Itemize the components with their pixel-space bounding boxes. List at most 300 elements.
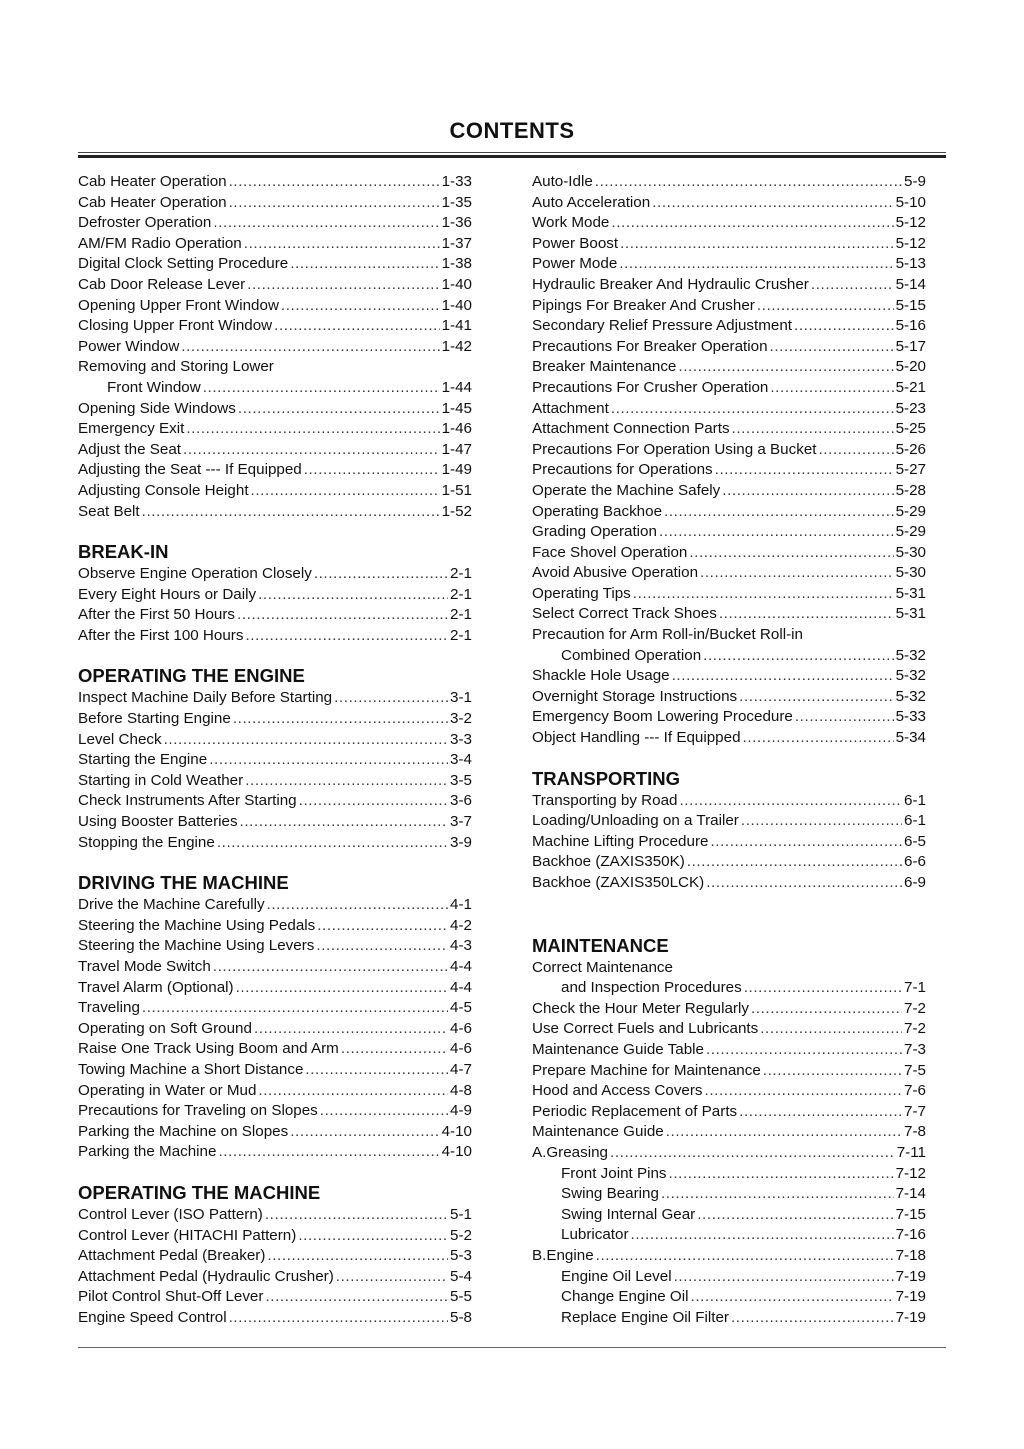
toc-entry[interactable] xyxy=(532,1267,926,1288)
toc-entry-label: Starting the Engine xyxy=(78,751,208,769)
toc-entry[interactable] xyxy=(78,1019,472,1040)
dot-leader xyxy=(664,502,894,523)
toc-entry[interactable] xyxy=(78,791,472,812)
toc-entry-label: Power Mode xyxy=(532,255,618,273)
toc-entry-page-number: 7-19 xyxy=(895,1308,926,1326)
dot-leader xyxy=(247,275,439,296)
toc-entry-label: Combined Operation xyxy=(561,646,702,664)
toc-entry-label: Control Lever (HITACHI Pattern) xyxy=(78,1226,297,1244)
toc-entry[interactable] xyxy=(78,440,472,461)
toc-entry-label: Defroster Operation xyxy=(78,214,212,232)
toc-entry-page-number: 5-23 xyxy=(895,399,926,417)
toc-entry-page-number: 5-12 xyxy=(895,214,926,232)
dot-leader xyxy=(719,604,894,625)
toc-entry[interactable] xyxy=(532,357,926,378)
toc-entry-page-number: 1-37 xyxy=(441,234,472,252)
dot-leader xyxy=(739,687,893,708)
toc-entry-page-number: 5-30 xyxy=(895,564,926,582)
dot-leader xyxy=(760,1019,902,1040)
toc-entry[interactable] xyxy=(78,481,472,502)
toc-entry-label: Attachment Connection Parts xyxy=(532,420,730,438)
dot-leader xyxy=(236,978,448,999)
toc-entry-page-number: 5-15 xyxy=(895,296,926,314)
toc-entry-page-number: 4-6 xyxy=(450,1040,472,1058)
toc-entry-page-number: 2-1 xyxy=(450,565,472,583)
toc-entry-label: Select Correct Track Shoes xyxy=(532,605,717,623)
toc-entry[interactable] xyxy=(78,605,472,626)
toc-entry-page-number: 1-52 xyxy=(441,502,472,520)
dot-leader xyxy=(596,1246,894,1267)
toc-entry[interactable] xyxy=(532,958,926,979)
toc-entry[interactable] xyxy=(532,1061,926,1082)
toc-entry-prefix: A. xyxy=(532,1143,547,1161)
dot-leader xyxy=(619,254,893,275)
section-heading-break-in: BREAK-IN xyxy=(78,541,169,563)
toc-entry[interactable] xyxy=(532,254,926,275)
toc-entry-page-number: 3-6 xyxy=(450,792,472,810)
dot-leader xyxy=(770,337,894,358)
toc-entry-page-number: 7-1 xyxy=(904,979,926,997)
toc-group-operating-machine xyxy=(78,1205,472,1329)
dot-leader xyxy=(666,1122,902,1143)
toc-entry-page-number: 5-9 xyxy=(904,173,926,190)
toc-entry[interactable] xyxy=(78,957,472,978)
toc-entry-page-number: 7-8 xyxy=(904,1123,926,1141)
toc-entry-page-number: 5-10 xyxy=(895,193,926,211)
dot-leader xyxy=(245,626,448,647)
dot-leader xyxy=(722,481,893,502)
toc-entry[interactable] xyxy=(78,502,472,523)
dot-leader xyxy=(336,1267,448,1288)
toc-entry[interactable] xyxy=(78,357,472,378)
toc-entry[interactable] xyxy=(78,1142,472,1163)
toc-entry[interactable] xyxy=(532,1102,926,1123)
dot-leader xyxy=(691,1287,894,1308)
toc-entry-page-number: 5-32 xyxy=(895,687,926,705)
dot-leader xyxy=(795,707,894,728)
toc-entry-label: Replace Engine Oil Filter xyxy=(561,1308,729,1326)
dot-leader xyxy=(715,460,894,481)
toc-entry[interactable] xyxy=(78,399,472,420)
toc-entry-page-number: 3-3 xyxy=(450,730,472,748)
toc-entry-page-number: 5-34 xyxy=(895,729,926,747)
toc-entry[interactable] xyxy=(532,563,926,584)
toc-entry-page-number: 6-6 xyxy=(904,853,926,871)
toc-entry-label: Greasing xyxy=(546,1143,608,1161)
toc-entry[interactable] xyxy=(532,811,926,832)
dot-leader xyxy=(710,832,902,853)
toc-entry[interactable] xyxy=(78,1101,472,1122)
toc-entry[interactable] xyxy=(78,895,472,916)
toc-entry[interactable] xyxy=(78,1287,472,1308)
toc-entry[interactable] xyxy=(532,1205,926,1226)
toc-entry-page-number: 5-25 xyxy=(895,420,926,438)
toc-entry[interactable] xyxy=(532,1122,926,1143)
toc-entry[interactable] xyxy=(78,750,472,771)
toc-entry[interactable] xyxy=(532,316,926,337)
toc-entry-label: Cab Heater Operation xyxy=(78,193,227,211)
toc-entry-page-number: 1-45 xyxy=(441,399,472,417)
dot-leader xyxy=(334,688,448,709)
toc-entry-page-number: 5-17 xyxy=(895,337,926,355)
toc-entry-label: Auto-Idle xyxy=(532,173,593,190)
dot-leader xyxy=(620,234,893,255)
toc-entry-page-number: 1-35 xyxy=(441,193,472,211)
toc-entry[interactable] xyxy=(532,666,926,687)
footer-rule xyxy=(78,1347,946,1348)
toc-entry[interactable] xyxy=(532,419,926,440)
toc-entry-label: Change Engine Oil xyxy=(561,1288,689,1306)
toc-entry-page-number: 4-4 xyxy=(450,978,472,996)
dot-leader xyxy=(304,460,440,481)
toc-entry[interactable] xyxy=(78,254,472,275)
toc-entry[interactable] xyxy=(532,296,926,317)
toc-entry[interactable] xyxy=(532,832,926,853)
toc-entry[interactable] xyxy=(532,213,926,234)
toc-entry-page-number: 5-26 xyxy=(895,440,926,458)
toc-entry[interactable] xyxy=(78,771,472,792)
toc-group-intro-left xyxy=(78,172,472,522)
dot-leader xyxy=(258,1081,448,1102)
toc-entry-page-number: 7-16 xyxy=(895,1226,926,1244)
toc-entry[interactable] xyxy=(78,916,472,937)
toc-entry-label: Steering the Machine Using Pedals xyxy=(78,916,316,934)
toc-entry[interactable] xyxy=(78,709,472,730)
dot-leader xyxy=(763,1061,902,1082)
dot-leader xyxy=(229,1308,448,1329)
toc-entry-label: Pipings For Breaker And Crusher xyxy=(532,296,755,314)
toc-entry[interactable] xyxy=(78,812,472,833)
toc-entry[interactable] xyxy=(78,213,472,234)
dot-leader xyxy=(251,481,440,502)
toc-entry-label: Observe Engine Operation Closely xyxy=(78,565,312,583)
section-heading-operating-engine: OPERATING THE ENGINE xyxy=(78,665,305,687)
dot-leader xyxy=(320,1101,448,1122)
toc-entry-page-number: 1-38 xyxy=(441,255,472,273)
dot-leader xyxy=(233,709,448,730)
toc-entry-label: Check the Hour Meter Regularly xyxy=(532,999,749,1017)
toc-entry[interactable] xyxy=(78,419,472,440)
toc-entry[interactable] xyxy=(78,1308,472,1329)
toc-entry[interactable] xyxy=(78,1060,472,1081)
toc-entry-label: Closing Upper Front Window xyxy=(78,317,273,335)
toc-entry[interactable] xyxy=(78,316,472,337)
toc-entry[interactable] xyxy=(532,604,926,625)
dot-leader xyxy=(254,1019,448,1040)
toc-entry-label: Steering the Machine Using Levers xyxy=(78,937,315,955)
toc-entry-label: Cab Heater Operation xyxy=(78,173,227,190)
toc-entry-page-number: 5-31 xyxy=(895,605,926,623)
toc-entry-page-number: 4-7 xyxy=(450,1060,472,1078)
toc-entry-label: Face Shovel Operation xyxy=(532,543,688,561)
toc-entry[interactable] xyxy=(532,481,926,502)
toc-entry[interactable] xyxy=(532,234,926,255)
toc-entry-label: Swing Bearing xyxy=(561,1185,659,1203)
toc-entry-page-number: 5-16 xyxy=(895,317,926,335)
toc-entry-page-number: 3-2 xyxy=(450,710,472,728)
toc-entry[interactable] xyxy=(78,1267,472,1288)
toc-entry-label: Adjusting Console Height xyxy=(78,481,249,499)
toc-entry-label: Precautions for Traveling on Slopes xyxy=(78,1102,318,1120)
toc-entry-page-number: 2-1 xyxy=(450,585,472,603)
toc-entry-label: Starting in Cold Weather xyxy=(78,771,244,789)
toc-entry-page-number: 5-29 xyxy=(895,502,926,520)
toc-entry[interactable] xyxy=(78,1226,472,1247)
toc-entry[interactable] xyxy=(78,296,472,317)
toc-entry[interactable] xyxy=(78,1039,472,1060)
toc-entry[interactable] xyxy=(532,378,926,399)
dot-leader xyxy=(245,771,448,792)
toc-entry-page-number: 7-2 xyxy=(904,1020,926,1038)
toc-entry[interactable] xyxy=(78,275,472,296)
toc-entry-page-number: 3-9 xyxy=(450,833,472,851)
toc-entry-label: Travel Alarm (Optional) xyxy=(78,978,234,996)
toc-entry-page-number: 7-7 xyxy=(904,1102,926,1120)
toc-entry-page-number: 7-19 xyxy=(895,1267,926,1285)
toc-entry[interactable] xyxy=(532,1164,926,1185)
section-heading-transporting: TRANSPORTING xyxy=(532,767,680,789)
toc-entry[interactable] xyxy=(532,728,926,749)
toc-entry-label: Engine xyxy=(546,1246,594,1264)
toc-group-intro-right xyxy=(532,172,926,749)
toc-entry[interactable] xyxy=(532,791,926,812)
dot-leader xyxy=(267,895,449,916)
dot-leader xyxy=(258,585,448,606)
toc-group-break-in xyxy=(78,564,472,646)
toc-entry[interactable] xyxy=(532,1246,926,1267)
toc-entry[interactable] xyxy=(78,585,472,606)
toc-entry-page-number: 5-4 xyxy=(450,1267,472,1285)
toc-entry-page-number: 4-3 xyxy=(450,937,472,955)
toc-entry-label: Parking the Machine xyxy=(78,1143,217,1161)
toc-entry[interactable] xyxy=(532,399,926,420)
toc-entry-label: AM/FM Radio Operation xyxy=(78,234,242,252)
toc-entry[interactable] xyxy=(532,275,926,296)
toc-entry-page-number: 1-33 xyxy=(441,173,472,190)
toc-entry-label: Auto Acceleration xyxy=(532,193,651,211)
toc-entry[interactable] xyxy=(532,193,926,214)
toc-entry-label: Precautions For Operation Using a Bucket xyxy=(532,440,817,458)
page-title: CONTENTS xyxy=(449,118,575,143)
toc-entry-page-number: 5-30 xyxy=(895,543,926,561)
toc-entry-page-number: 5-14 xyxy=(895,275,926,293)
toc-entry[interactable] xyxy=(532,646,926,667)
toc-entry-label: Engine Speed Control xyxy=(78,1308,227,1326)
dot-leader xyxy=(218,1142,439,1163)
toc-entry-label: Operating in Water or Mud xyxy=(78,1081,257,1099)
toc-entry[interactable] xyxy=(532,440,926,461)
toc-entry-label: Opening Side Windows xyxy=(78,399,236,417)
toc-entry-label: Drive the Machine Carefully xyxy=(78,896,265,914)
toc-entry-page-number: 3-7 xyxy=(450,813,472,831)
dot-leader xyxy=(298,1226,448,1247)
toc-entry-page-number: 4-10 xyxy=(441,1122,472,1140)
toc-entry[interactable] xyxy=(78,193,472,214)
toc-entry-page-number: 5-3 xyxy=(450,1247,472,1265)
dot-leader xyxy=(674,1267,894,1288)
toc-entry[interactable] xyxy=(532,1040,926,1061)
toc-entry-label: Cab Door Release Lever xyxy=(78,275,246,293)
toc-entry-label: Stopping the Engine xyxy=(78,833,215,851)
toc-entry[interactable] xyxy=(78,1205,472,1226)
toc-entry-label: Maintenance Guide xyxy=(532,1123,664,1141)
toc-entry-page-number: 3-4 xyxy=(450,751,472,769)
header-rule-thin xyxy=(78,152,946,153)
dot-leader xyxy=(314,564,448,585)
dot-leader xyxy=(770,378,893,399)
dot-leader xyxy=(290,1122,439,1143)
toc-entry-page-number: 5-27 xyxy=(895,461,926,479)
toc-entry-page-number: 6-5 xyxy=(904,832,926,850)
toc-entry-label: Attachment xyxy=(532,399,609,417)
toc-entry-page-number: 4-10 xyxy=(441,1143,472,1161)
toc-entry-page-number: 6-9 xyxy=(904,874,926,891)
toc-entry[interactable] xyxy=(532,543,926,564)
toc-entry-label: Travel Mode Switch xyxy=(78,958,211,975)
dot-leader xyxy=(732,419,894,440)
dot-leader xyxy=(267,1246,448,1267)
toc-entry[interactable] xyxy=(78,998,472,1019)
dot-leader xyxy=(595,172,902,193)
toc-entry[interactable] xyxy=(78,978,472,999)
dot-leader xyxy=(751,999,902,1020)
toc-entry[interactable] xyxy=(78,1122,472,1143)
toc-entry[interactable] xyxy=(532,707,926,728)
toc-entry-page-number: 5-32 xyxy=(895,646,926,664)
toc-entry[interactable] xyxy=(78,337,472,358)
toc-entry[interactable] xyxy=(78,833,472,854)
toc-entry[interactable] xyxy=(78,460,472,481)
dot-leader xyxy=(794,316,894,337)
toc-entry[interactable] xyxy=(78,172,472,193)
toc-entry[interactable] xyxy=(532,1019,926,1040)
toc-entry-page-number: 5-28 xyxy=(895,481,926,499)
toc-entry-label: Shackle Hole Usage xyxy=(532,667,670,685)
dot-leader xyxy=(265,1287,448,1308)
toc-entry-label: Hood and Access Covers xyxy=(532,1082,703,1100)
toc-entry-label: Digital Clock Setting Procedure xyxy=(78,255,289,273)
toc-entry-page-number: 7-11 xyxy=(896,1143,926,1161)
toc-entry-page-number: 5-5 xyxy=(450,1288,472,1306)
toc-entry-page-number: 4-5 xyxy=(450,999,472,1017)
toc-entry[interactable] xyxy=(532,873,926,894)
toc-entry-label: Transporting by Road xyxy=(532,791,678,809)
toc-entry[interactable] xyxy=(532,584,926,605)
toc-entry[interactable] xyxy=(532,1081,926,1102)
toc-entry-page-number: 4-2 xyxy=(450,916,472,934)
toc-entry-label: Removing and Storing Lower xyxy=(78,358,274,376)
dot-leader xyxy=(811,275,894,296)
dot-leader xyxy=(229,193,440,214)
toc-entry[interactable] xyxy=(532,172,926,193)
dot-leader xyxy=(633,584,894,605)
dot-leader xyxy=(672,666,894,687)
dot-leader xyxy=(317,916,448,937)
toc-entry[interactable] xyxy=(78,234,472,255)
dot-leader xyxy=(244,234,440,255)
toc-entry-label: Backhoe (ZAXIS350LCK) xyxy=(532,874,705,891)
toc-entry-page-number: 5-1 xyxy=(450,1205,472,1223)
toc-entry[interactable] xyxy=(78,626,472,647)
dot-leader xyxy=(229,172,440,193)
toc-entry[interactable] xyxy=(78,564,472,585)
toc-entry[interactable] xyxy=(532,1225,926,1246)
toc-entry-label: Work Mode xyxy=(532,214,610,232)
dot-leader xyxy=(652,193,893,214)
toc-entry-page-number: 1-49 xyxy=(441,461,472,479)
toc-entry-label: Breaker Maintenance xyxy=(532,358,677,376)
toc-entry[interactable] xyxy=(78,730,472,751)
toc-entry-label: Operating Tips xyxy=(532,584,631,602)
toc-entry[interactable] xyxy=(532,502,926,523)
toc-entry-label: Using Booster Batteries xyxy=(78,813,238,831)
dot-leader xyxy=(687,852,902,873)
toc-entry[interactable] xyxy=(532,852,926,873)
toc-entry-label: Operate the Machine Safely xyxy=(532,481,721,499)
toc-entry-label: Opening Upper Front Window xyxy=(78,296,279,314)
toc-entry[interactable] xyxy=(78,1081,472,1102)
toc-entry[interactable] xyxy=(78,1246,472,1267)
toc-entry[interactable] xyxy=(532,1308,926,1329)
toc-entry-page-number: 1-51 xyxy=(441,481,472,499)
toc-entry-page-number: 5-31 xyxy=(895,584,926,602)
toc-entry[interactable] xyxy=(532,1287,926,1308)
toc-entry-label: Prepare Machine for Maintenance xyxy=(532,1061,761,1079)
toc-entry-label: Grading Operation xyxy=(532,523,657,541)
toc-entry-label: Maintenance Guide Table xyxy=(532,1040,704,1058)
toc-entry[interactable] xyxy=(532,625,926,646)
toc-entry-label: Emergency Boom Lowering Procedure xyxy=(532,708,793,726)
toc-entry[interactable] xyxy=(78,378,472,399)
section-heading-operating-machine: OPERATING THE MACHINE xyxy=(78,1181,321,1203)
toc-entry[interactable] xyxy=(78,688,472,709)
toc-entry-label: Use Correct Fuels and Lubricants xyxy=(532,1020,759,1038)
toc-entry-label: Before Starting Engine xyxy=(78,710,231,728)
header-rule-thick xyxy=(78,155,946,158)
toc-entry[interactable] xyxy=(78,936,472,957)
dot-leader xyxy=(299,791,448,812)
toc-entry[interactable] xyxy=(532,337,926,358)
dot-leader xyxy=(316,936,448,957)
toc-entry[interactable] xyxy=(532,460,926,481)
toc-entry-label: Every Eight Hours or Daily xyxy=(78,585,257,603)
toc-entry-page-number: 1-40 xyxy=(441,296,472,314)
dot-leader xyxy=(238,399,440,420)
toc-left-column xyxy=(78,172,472,1329)
dot-leader xyxy=(274,316,439,337)
toc-entry-page-number: 5-20 xyxy=(895,358,926,376)
toc-entry[interactable] xyxy=(532,978,926,999)
toc-entry-page-number: 7-19 xyxy=(895,1288,926,1306)
toc-entry-page-number: 5-12 xyxy=(895,234,926,252)
toc-entry-prefix: B. xyxy=(532,1246,547,1264)
toc-entry-page-number: 5-29 xyxy=(895,523,926,541)
toc-entry[interactable] xyxy=(532,999,926,1020)
toc-entry-page-number: 7-6 xyxy=(904,1082,926,1100)
dot-leader xyxy=(689,543,893,564)
toc-entry-page-number: 4-6 xyxy=(450,1019,472,1037)
toc-entry-label: Machine Lifting Procedure xyxy=(532,832,709,850)
toc-entry[interactable] xyxy=(532,1143,926,1164)
toc-entry-page-number: 2-1 xyxy=(450,626,472,644)
dot-leader xyxy=(610,1143,895,1164)
dot-leader xyxy=(240,812,449,833)
toc-entry-label: Backhoe (ZAXIS350K) xyxy=(532,853,685,871)
toc-entry[interactable] xyxy=(532,687,926,708)
toc-entry-label: Lubricator xyxy=(561,1226,629,1244)
toc-entry[interactable] xyxy=(532,522,926,543)
toc-entry[interactable] xyxy=(532,1184,926,1205)
